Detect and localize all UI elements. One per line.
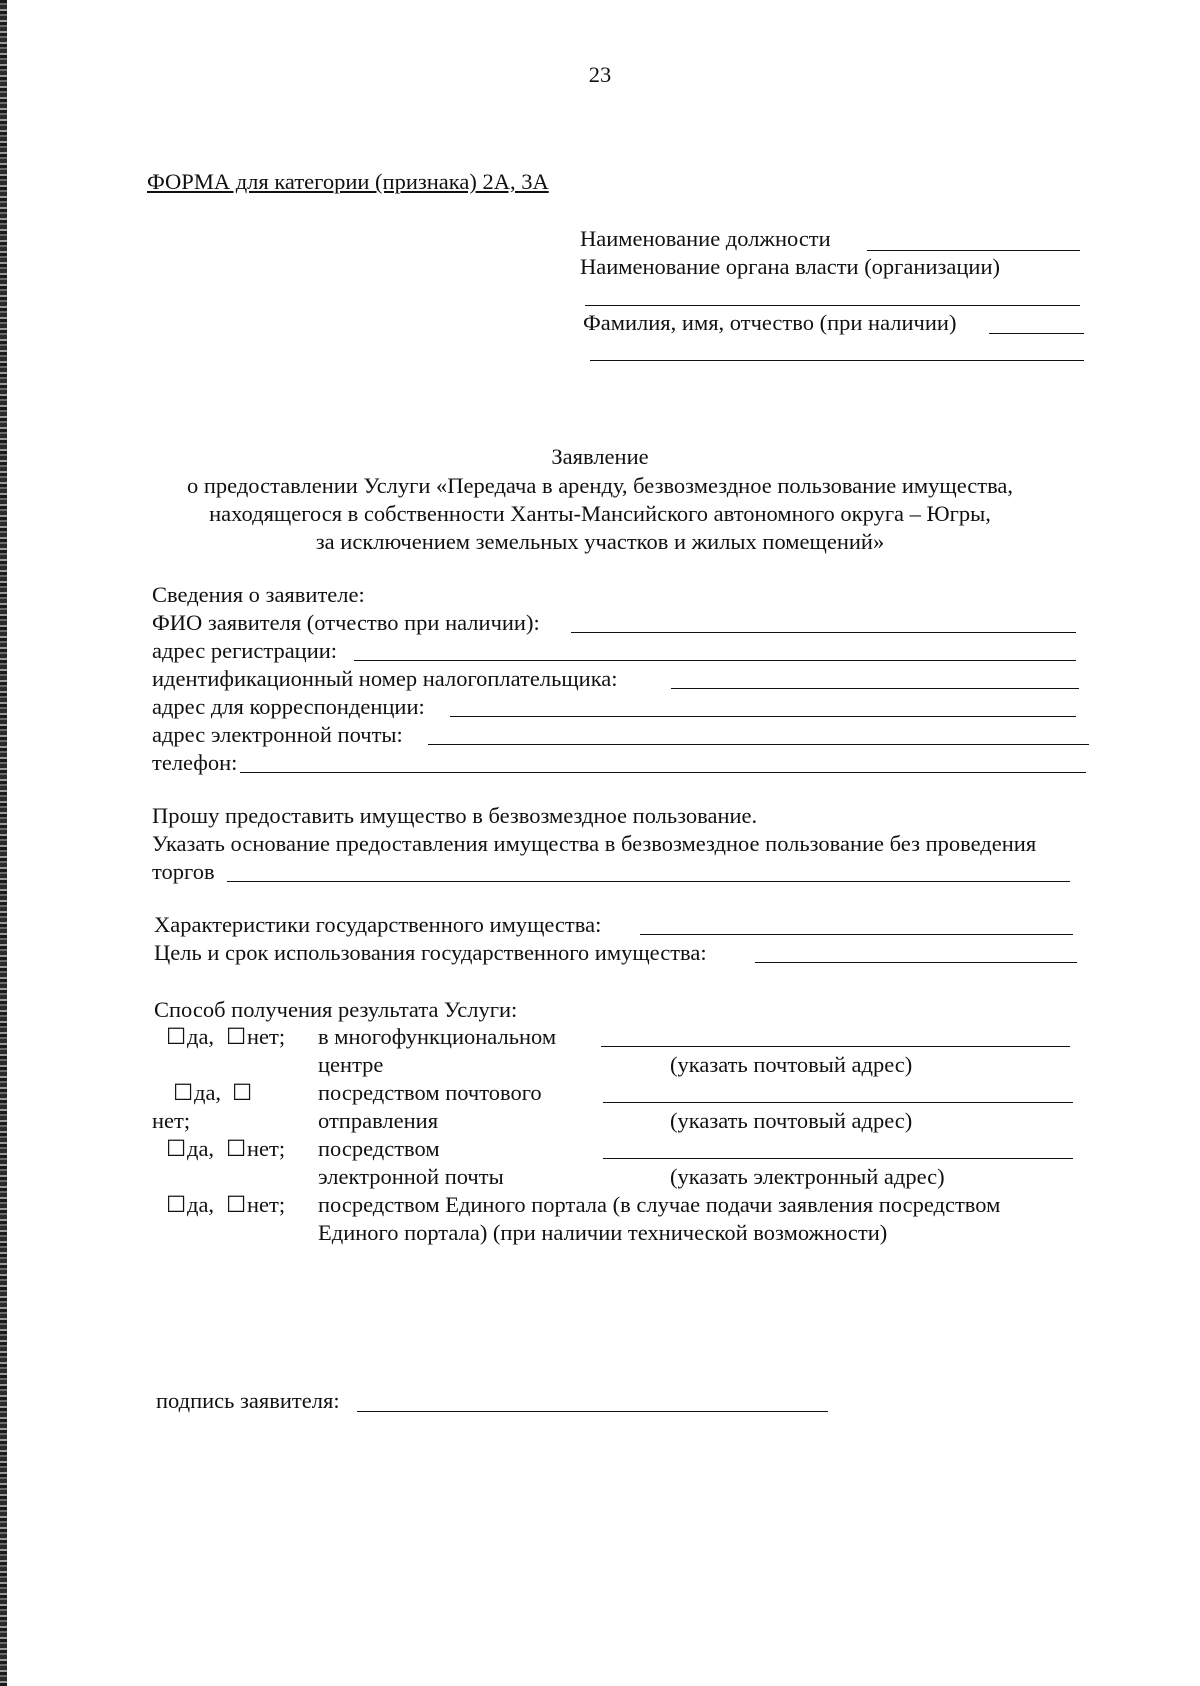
portal-label-2: Единого портала) (при наличии технической возможности) [318, 1220, 888, 1245]
email-yes-checkbox[interactable]: ☐ [166, 1136, 187, 1161]
post-hint: (указать почтовый адрес) [670, 1108, 913, 1133]
position-field[interactable] [867, 250, 1080, 251]
post-label-1: посредством почтового [318, 1080, 542, 1105]
mfc-label-2: центре [318, 1052, 384, 1077]
portal-no-label: нет; [247, 1192, 286, 1217]
phone-label: телефон: [152, 750, 238, 775]
characteristics-field[interactable] [640, 934, 1073, 935]
portal-yes-checkbox[interactable]: ☐ [166, 1192, 187, 1217]
mfc-label-1: в многофункциональном [318, 1024, 557, 1049]
email-no-label: нет; [247, 1136, 286, 1161]
email-address-field[interactable] [603, 1158, 1073, 1159]
scan-edge [0, 0, 7, 1686]
mail-address-field[interactable] [450, 716, 1076, 717]
reg-address-label: адрес регистрации: [152, 638, 338, 663]
position-label: Наименование должности [580, 226, 831, 251]
request-line-2: Указать основание предоставления имущества в безвозмездное пользование без проведения [152, 831, 1037, 856]
applicant-fio-label: ФИО заявителя (отчество при наличии): [152, 610, 540, 635]
post-address-field[interactable] [603, 1102, 1073, 1103]
form-heading: ФОРМА для категории (признака) 2А, 3А [147, 169, 549, 194]
email-no-checkbox[interactable]: ☐ [226, 1136, 247, 1161]
email-label-1: посредством [318, 1136, 440, 1161]
request-line-3: торгов [152, 859, 215, 884]
email-label-2: электронной почты [318, 1164, 504, 1189]
signature-field[interactable] [357, 1411, 828, 1412]
post-yes-checkbox[interactable]: ☐ [173, 1080, 194, 1105]
inn-label: идентификационный номер налогоплательщика: [152, 666, 618, 691]
request-line-1: Прошу предоставить имущество в безвозмездное пользование. [152, 803, 758, 828]
post-no-label: нет; [152, 1108, 191, 1133]
title-line-3: за исключением земельных участков и жилых помещений» [315, 529, 885, 554]
authority-label: Наименование органа власти (организации) [580, 254, 1000, 279]
post-label-2: отправления [318, 1108, 439, 1133]
portal-no-checkbox[interactable]: ☐ [226, 1192, 247, 1217]
mfc-yes-checkbox[interactable]: ☐ [166, 1024, 187, 1049]
characteristics-label: Характеристики государственного имущества: [154, 912, 602, 937]
mfc-yes-label: да, [187, 1024, 215, 1049]
post-yes-label: да, [194, 1080, 222, 1105]
inn-field[interactable] [671, 688, 1079, 689]
addressee-fio-field-2[interactable] [590, 360, 1084, 361]
phone-field[interactable] [240, 772, 1086, 773]
purpose-label: Цель и срок использования государственного имущества: [154, 940, 707, 965]
mfc-no-checkbox[interactable]: ☐ [226, 1024, 247, 1049]
title-line-1: о предоставлении Услуги «Передача в аренду, безвозмездное пользование имущества, [186, 473, 1014, 498]
page-number: 23 [588, 62, 612, 87]
delivery-heading: Способ получения результата Услуги: [154, 997, 518, 1022]
title-word: Заявление [551, 444, 649, 469]
title-line-2: находящегося в собственности Ханты-Мансийского автономного округа – Югры, [209, 501, 991, 526]
applicant-fio-field[interactable] [571, 632, 1076, 633]
email-hint: (указать электронный адрес) [670, 1164, 945, 1189]
mfc-address-field[interactable] [601, 1046, 1070, 1047]
authority-field[interactable] [585, 305, 1080, 306]
mfc-no-label: нет; [247, 1024, 286, 1049]
applicant-heading: Сведения о заявителе: [152, 582, 365, 607]
portal-label-1: посредством Единого портала (в случае подачи заявления посредством [318, 1192, 1001, 1217]
mail-address-label: адрес для корреспонденции: [152, 694, 425, 719]
email-field[interactable] [428, 744, 1089, 745]
addressee-fio-field[interactable] [989, 333, 1084, 334]
addressee-fio-label: Фамилия, имя, отчество (при наличии) [583, 310, 957, 335]
reg-address-field[interactable] [354, 660, 1076, 661]
mfc-hint: (указать почтовый адрес) [670, 1052, 913, 1077]
signature-label: подпись заявителя: [156, 1388, 340, 1413]
email-yes-label: да, [187, 1136, 215, 1161]
email-label: адрес электронной почты: [152, 722, 403, 747]
portal-yes-label: да, [187, 1192, 215, 1217]
post-no-checkbox[interactable]: ☐ [232, 1080, 253, 1105]
request-basis-field[interactable] [227, 881, 1070, 882]
purpose-field[interactable] [755, 962, 1077, 963]
